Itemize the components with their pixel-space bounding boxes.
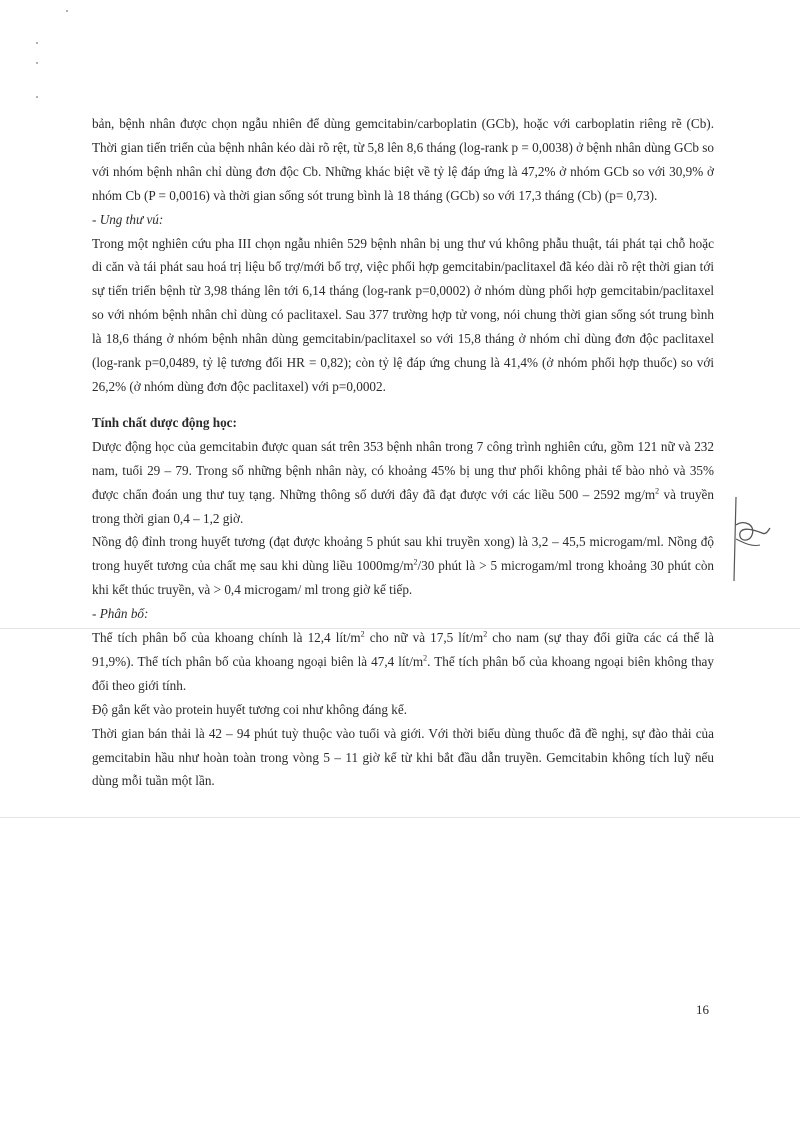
paragraph-peak-concentration: Nồng độ đỉnh trong huyết tương (đạt được khoảng 5 phút sau khi truyền xong) là 3,2 – 45,5 microgam/ml. Nồng độ trong huyết tương của chất mẹ sau khi dùng liều $1000mg/m^2/30$ phút là > 5 microgam/ml trong khoảng 30 phút còn khi kết thúc truyền, và > 0,4 microgam/ ml trong giờ kế tiếp.: [92, 534, 715, 598]
page-number: 16: [696, 1002, 709, 1017]
document-body: [92, 112, 714, 793]
subheading-distribution: - Phân bố:: [92, 606, 149, 622]
subheading-breast-cancer: - Ung thư vú:: [92, 211, 164, 227]
handwritten-signature-mark: [722, 495, 772, 585]
paragraph-protein-binding: Độ gắn kết vào protein huyết tương coi như không đáng kể.: [92, 701, 407, 717]
paragraph-lung-cancer-results: bản, bệnh nhân được chọn ngẫu nhiên để dùng gemcitabin/carboplatin (GCb), hoặc với carboplatin riêng rẽ (Cb). Thời gian tiến triển của bệnh nhân kéo dài rõ rệt, từ 5,8 lên 8,6 tháng (log-rank p = 0,0038) ở bệnh nhân dùng GCb so với nhóm bệnh nhân chỉ dùng đơn độc Cb. Những khác biệt về tỷ lệ đáp ứng là 47,2% ở nhóm GCb so với 30,9% ở nhóm Cb (P = 0,0016) và thời gian sống sót trung bình là 18 tháng (GCb) so với 17,3 tháng (Cb) (p= 0,73).: [92, 116, 714, 203]
paragraph-pharmacokinetics-population: Dược động học của gemcitabin được quan sát trên 353 bệnh nhân trong 7 công trình nghiên cứu, gồm 121 nữ và 232 nam, tuổi 29 – 79. Trong số những bệnh nhân này, có khoảng 45% bị ung thư phổi không phải tế bào nhỏ và 35% được chẩn đoán ung thư tuỵ tạng. Những thông số dưới đây đã đạt được với các liều 500 – 2592 $mg/m^2$ và truyền trong thời gian 0,4 – 1,2 giờ.: [92, 438, 714, 526]
paragraph-breast-cancer-study: Trong một nghiên cứu pha III chọn ngẫu nhiên 529 bệnh nhân bị ung thư vú không phẫu thuật, tái phát tại chỗ hoặc di căn và tái phát sau hoá trị liệu bổ trợ/mới bổ trợ, việc phối hợp gemcitabin/paclitaxel đã kéo dài rõ rệt thời gian tới sự tiến triển bệnh từ 3,98 tháng lên tới 6,14 tháng (log-rank p=0,0002) ở nhóm dùng phối hợp gemcitabin/paclitaxel so với nhóm bệnh nhân chỉ dùng có paclitaxel. Sau 377 trường hợp tử vong, nói chung thời gian sống sót trung bình là 18,6 tháng ở nhóm bệnh nhân dùng gemcitabin/paclitaxel so với 15,8 tháng ở nhóm chỉ dùng đơn độc paclitaxel (log-rank p=0,0489, tỷ lệ tương đối HR = 0,82); còn tỷ lệ đáp ứng chung là 41,4% (ở nhóm phối hợp thuốc) so với 26,2% (ở nhóm dùng đơn độc paclitaxel) với p=0,0002.: [92, 235, 714, 394]
scan-speck: [36, 96, 38, 98]
heading-pharmacokinetics: Tính chất dược động học:: [92, 414, 237, 430]
scan-speck: [66, 10, 68, 12]
scan-line: [0, 817, 800, 818]
paragraph-half-life: Thời gian bán thải là 42 – 94 phút tuỳ thuộc vào tuổi và giới. Với thời biểu dùng thuốc đã đề nghị, sự đào thải của gemcitabin hầu như hoàn toàn trong vòng 5 – 11 giờ kể từ khi bắt đầu dẫn truyền. Gemcitabin không tích luỹ nếu dùng mỗi tuần một lần.: [92, 725, 714, 789]
paragraph-volume-distribution: Thể tích phân bố của khoang chính là 12,4 lít/$m^2$ cho nữ và 17,5 lít/$m^2$ cho nam (sự thay đổi giữa các cá thể là 91,9%). Thể tích phân bố của khoang ngoại biên là 47,4 lít/$m^2$. Thể tích phân bố của khoang ngoại biên không thay đổi theo giới tính.: [92, 629, 714, 693]
scan-speck: [36, 42, 38, 44]
scan-speck: [36, 62, 38, 64]
